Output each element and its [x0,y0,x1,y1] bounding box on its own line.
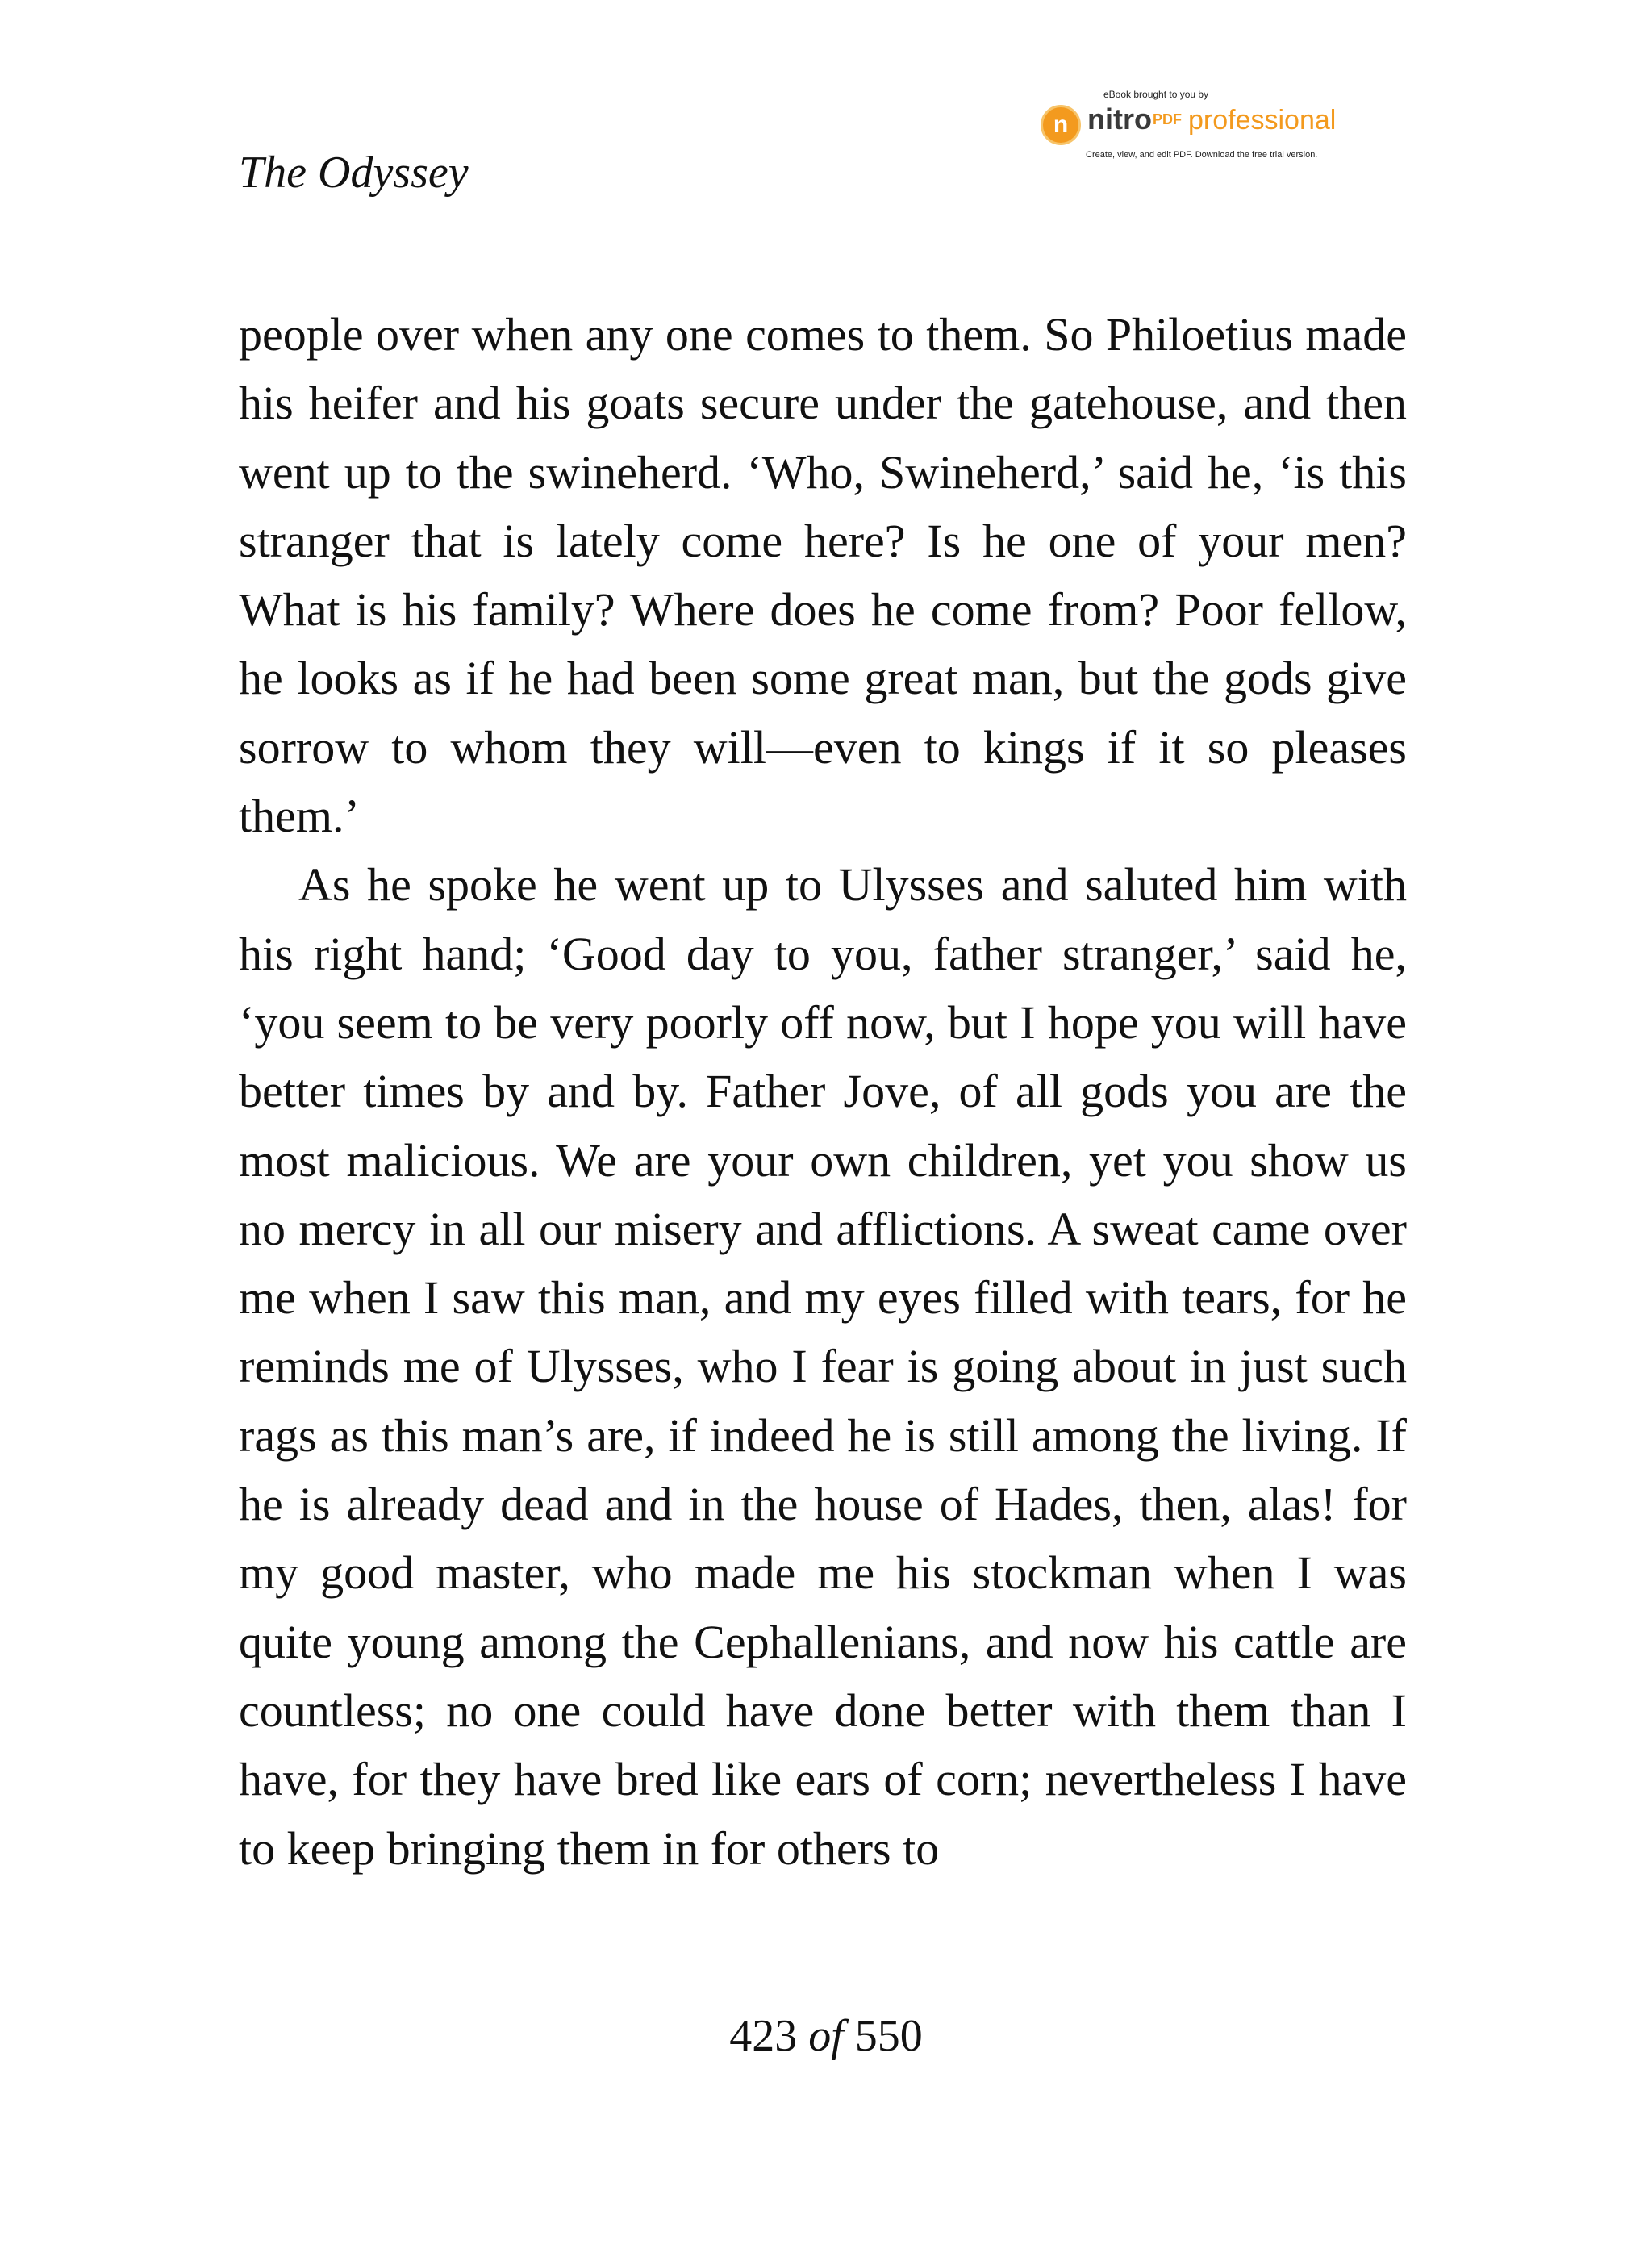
ad-brand-name: nitro [1087,102,1152,136]
current-page: 423 [729,2011,798,2061]
nitro-pdf-ad-banner[interactable] [1041,89,1412,163]
paragraph: As he spoke he went up to Ulysses and saluted him with his right hand; ‘Good day to you, father stranger,’ said he, ‘you seem to be very poorly off now, but I hope you will have better times by and by. Father Jove, of all gods you are the most malicious. We are your own children, yet you show us no mercy in all our misery and afflictions. A sweat came over me when I saw this man, and my eyes filled with tears, for he reminds me of Ulysses, who I fear is going about in just such rags as this man’s are, if indeed he is still among the living. If he is already dead and in the house of Hades, then, alas! for my good master, who made me his stockman when I was quite young among the Cephallenians, and now his cattle are countless; no one could have done better with them than I have, for they have bred like ears of corn; nevertheless I have to keep bringing them in for others to [239,858,1407,1875]
running-title: The Odyssey [239,148,469,198]
ad-brand-superscript: PDF [1152,111,1182,127]
total-pages: 550 [854,2011,923,2061]
nitro-logo-icon: n [1041,105,1081,145]
page-of-label: of [808,2011,844,2061]
ad-brand [1087,102,1337,136]
ad-top-line: eBook brought to you by [1103,89,1209,100]
body-text [239,300,1407,1883]
ad-brand-suffix: professional [1187,105,1337,136]
paragraph: people over when any one comes to them. So Philoetius made his heifer and his goats secure under the gatehouse, and then went up to the swineherd. ‘Who, Swineherd,’ said he, ‘is this stranger that is lately come here? Is he one of your men? What is his family? Where does he come from? Poor fellow, he looks as if he had been some great man, but the gods give sorrow to whom they will—even to kings if it so pleases them.’ [239,308,1407,843]
ad-tagline: Create, view, and edit PDF. Download the free trial version. [1086,150,1318,160]
page-number [0,2013,1652,2059]
